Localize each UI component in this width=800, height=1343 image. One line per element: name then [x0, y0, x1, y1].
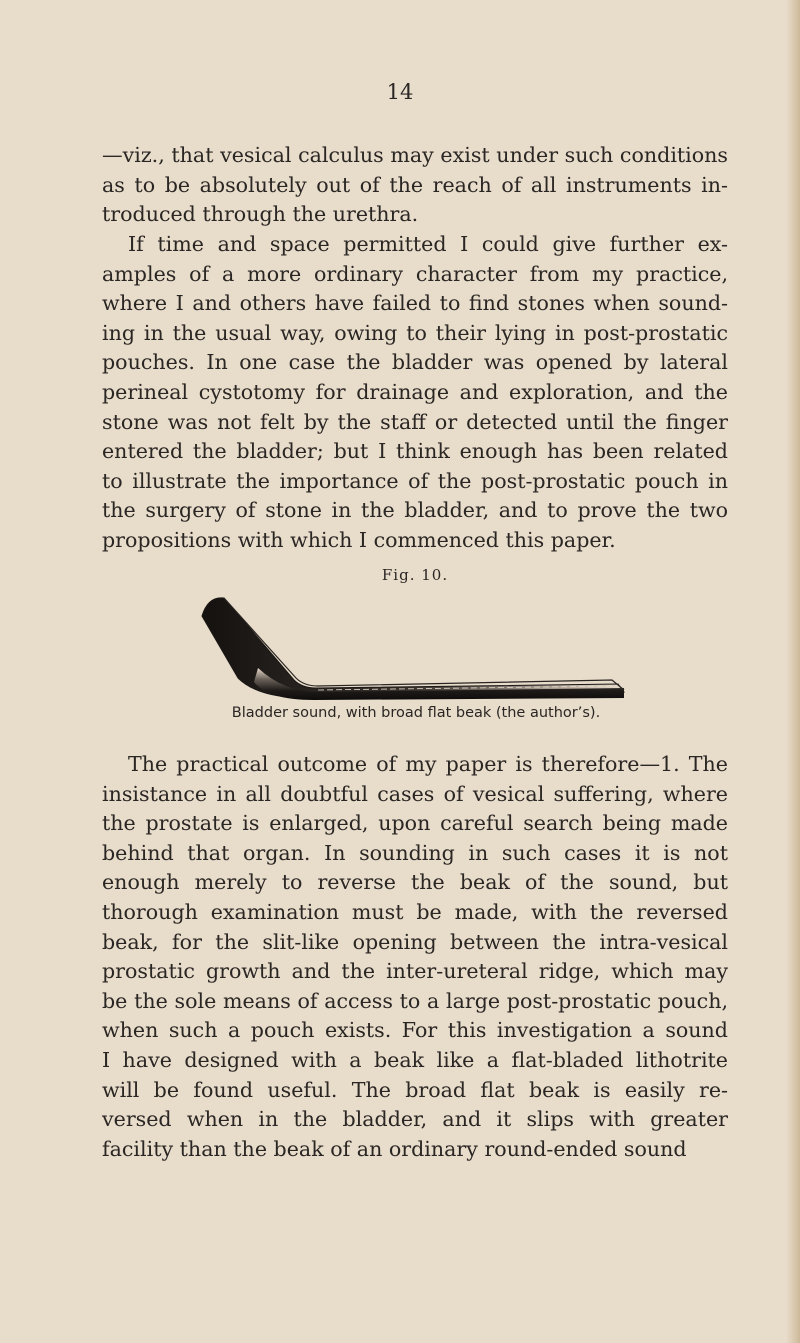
- text-line: the surgery of stone in the bladder, and to prove the two: [102, 498, 728, 523]
- text-line: amples of a more ordinary character from my practice,: [102, 261, 728, 286]
- text-line: perineal cystotomy for drainage and exploration, and the: [102, 379, 728, 404]
- page-edge: [786, 0, 800, 1343]
- paragraph-2: [102, 230, 728, 556]
- text-line: prostatic growth and the inter-ureteral ridge, which may: [102, 959, 728, 984]
- figure-label: Fig. 10.: [381, 566, 449, 584]
- text-line: as to be absolutely out of the reach of all instruments in-: [102, 172, 728, 197]
- text-line: pouches. In one case the bladder was opened by lateral: [102, 350, 728, 375]
- text-line: The practical outcome of my paper is therefore—1. The: [128, 752, 728, 776]
- text-line: stone was not felt by the staff or detected until the finger: [102, 409, 728, 434]
- paragraph-3: [102, 750, 728, 1164]
- text-line: be the sole means of access to a large post-prostatic pouch,: [102, 988, 728, 1013]
- text-line: propositions with which I commenced this paper.: [102, 527, 616, 552]
- text-line: facility than the beak of an ordinary round-ended sound: [102, 1136, 687, 1161]
- bladder-sound-illustration: [198, 592, 630, 700]
- text-line: will be found useful. The broad flat beak is easily re-: [102, 1077, 728, 1102]
- text-line: where I and others have failed to find stones when sound-: [102, 291, 728, 316]
- text-line: ing in the usual way, owing to their lying in post-prostatic: [102, 320, 728, 345]
- text-line: beak, for the slit-like opening between the intra-vesical: [102, 929, 728, 954]
- figure-caption: Bladder sound, with broad flat beak (the author’s).: [231, 705, 601, 721]
- text-line: behind that organ. In sounding in such cases it is not: [102, 840, 728, 865]
- text-line: thorough examination must be made, with the reversed: [102, 899, 728, 924]
- text-line: enough merely to reverse the beak of the sound, but: [102, 870, 728, 895]
- text-line: —viz., that vesical calculus may exist under such conditions: [102, 143, 728, 167]
- paragraph-1: [102, 141, 728, 230]
- text-line: troduced through the urethra.: [102, 202, 419, 227]
- page-number: 14: [386, 80, 414, 104]
- text-line: entered the bladder; but I think enough has been related: [102, 439, 728, 464]
- text-line: I have designed with a beak like a flat-bladed lithotrite: [102, 1047, 728, 1072]
- text-line: versed when in the bladder, and it slips with greater: [102, 1107, 728, 1132]
- text-line: If time and space permitted I could give further ex-: [128, 232, 728, 256]
- text-line: the prostate is enlarged, upon careful search being made: [102, 811, 728, 836]
- text-line: to illustrate the importance of the post-prostatic pouch in: [102, 468, 728, 493]
- text-line: when such a pouch exists. For this investigation a sound: [102, 1018, 728, 1043]
- text-line: insistance in all doubtful cases of vesical suffering, where: [102, 781, 728, 806]
